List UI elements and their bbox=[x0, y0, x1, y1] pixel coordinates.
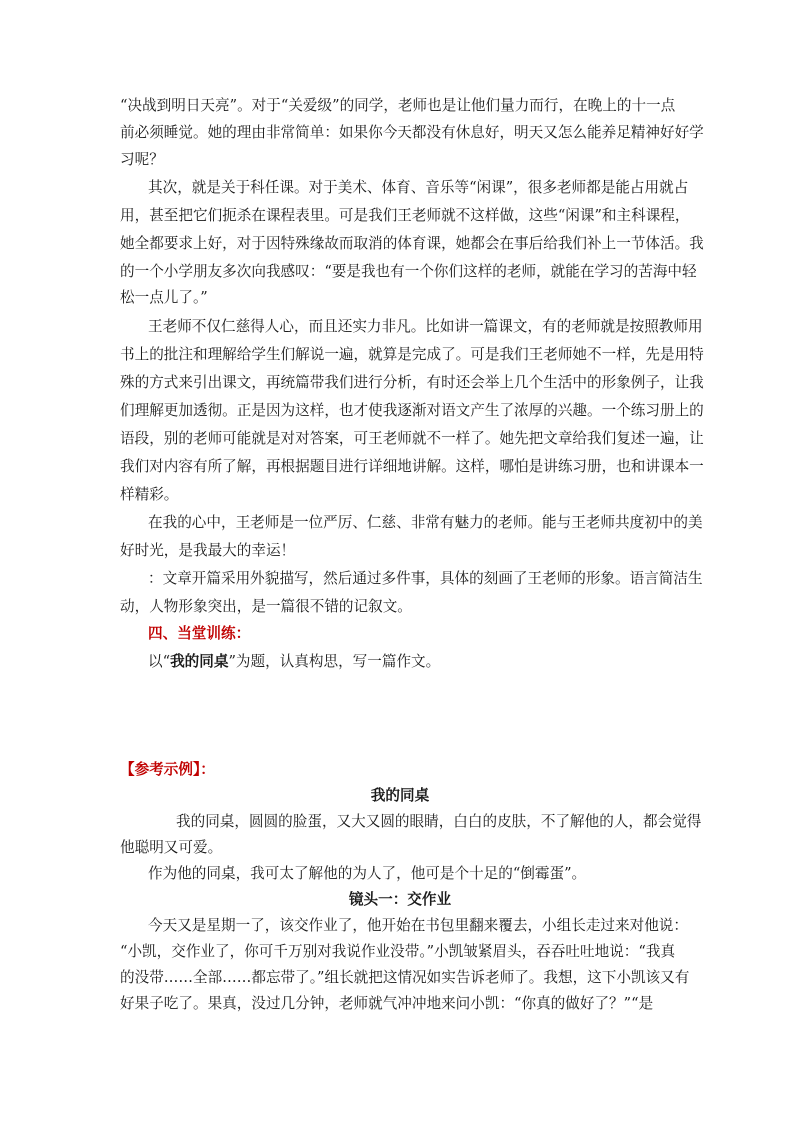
text-line: 语段，别的老师可能就是对对答案，可王老师就不一样了。她先把文章给我们复述一遍，让 bbox=[120, 430, 704, 447]
text-line: 好时光，是我最大的幸运！ bbox=[120, 542, 296, 559]
text-line: 作为他的同桌，我可太了解他的为人了，他可是个十足的“倒霉蛋”。 bbox=[148, 865, 587, 882]
section-heading: 四、当堂训练： bbox=[148, 625, 251, 642]
text-line: 王老师不仅仁慈得人心，而且还实力非凡。比如讲一篇课文，有的老师就是按照教师用 bbox=[148, 318, 703, 335]
text-line: 其次，就是关于科任课。对于美术、体育、音乐等“闲课”，很多老师都是能占用就占 bbox=[148, 179, 689, 196]
text-line: “决战到明日天亮”。对于“关爱级”的同学，老师也是让他们量力而行，在晚上的十一点 bbox=[120, 97, 676, 114]
writing-prompt bbox=[148, 652, 708, 672]
text-line: “小凯，交作业了，你可千万别对我说作业没带。”小凯皱紧眉头，吞吞吐吐地说：“我真 bbox=[120, 943, 676, 960]
reference-title: 我的同桌 bbox=[370, 787, 430, 804]
reference-label: 【参考示例】： bbox=[120, 761, 215, 778]
text-line: 用，甚至把它们扼杀在课程表里。可是我们王老师就不这样做，这些“闲课”和主科课程， bbox=[120, 207, 690, 224]
comment-line: ：文章开篇采用外貌描写，然后通过多件事，具体的刻画了王老师的形象。语言简洁生 bbox=[148, 570, 703, 587]
text-line: 的没带……全部……都忘带了。”组长就把这情况如实告诉老师了。我想，这下小凯该又有 bbox=[120, 969, 690, 986]
text-line: 书上的批注和理解给学生们解说一遍，就算是完成了。可是我们王老师她不一样，先是用特 bbox=[120, 346, 704, 363]
text-line: 好果子吃了。果真，没过几分钟，老师就气冲冲地来问小凯：“你真的做好了？”“是 bbox=[120, 995, 654, 1012]
text-line: 今天又是星期一了，该交作业了，他开始在书包里翻来覆去，小组长走过来对他说： bbox=[148, 917, 688, 934]
scene-subtitle: 镜头一：交作业 bbox=[348, 891, 452, 908]
prompt-topic: 我的同桌 bbox=[170, 653, 229, 670]
text-line: 样精彩。 bbox=[120, 486, 179, 503]
text-line: 我的同桌，圆圆的脸蛋，又大又圆的眼睛，白白的皮肤，不了解他的人，都会觉得 bbox=[176, 813, 702, 830]
text-line: 的一个小学朋友多次向我感叹：“要是我也有一个你们这样的老师，就能在学习的苦海中轻 bbox=[120, 263, 697, 280]
text-line: 殊的方式来引出课文，再统篇带我们进行分析，有时还会举上几个生活中的形象例子，让我 bbox=[120, 374, 704, 391]
prompt-text: 以“ bbox=[148, 653, 171, 670]
text-line: 在我的心中，王老师是一位严厉、仁慈、非常有魅力的老师。能与王老师共度初中的美 bbox=[148, 514, 703, 531]
text-line: 们理解更加透彻。正是因为这样，也才使我逐渐对语文产生了浓厚的兴趣。一个练习册上的 bbox=[120, 402, 704, 419]
text-line: 松一点儿了。” bbox=[120, 289, 208, 306]
text-line: 我们对内容有所了解，再根据题目进行详细地讲解。这样，哪怕是讲练习册，也和讲课本一 bbox=[120, 458, 704, 475]
text-line: 习呢？ bbox=[120, 151, 164, 168]
comment-line: 动，人物形象突出，是一篇很不错的记叙文。 bbox=[120, 598, 412, 615]
text-line: 他聪明又可爱。 bbox=[120, 839, 223, 856]
text-line: 她全都要求上好，对于因特殊缘故而取消的体育课，她都会在事后给我们补上一节体活。我 bbox=[120, 235, 704, 252]
text-line: 前必须睡觉。她的理由非常简单：如果你今天都没有休息好，明天又怎么能养足精神好好学 bbox=[120, 124, 704, 141]
prompt-text: ”为题，认真构思，写一篇作文。 bbox=[228, 653, 441, 670]
